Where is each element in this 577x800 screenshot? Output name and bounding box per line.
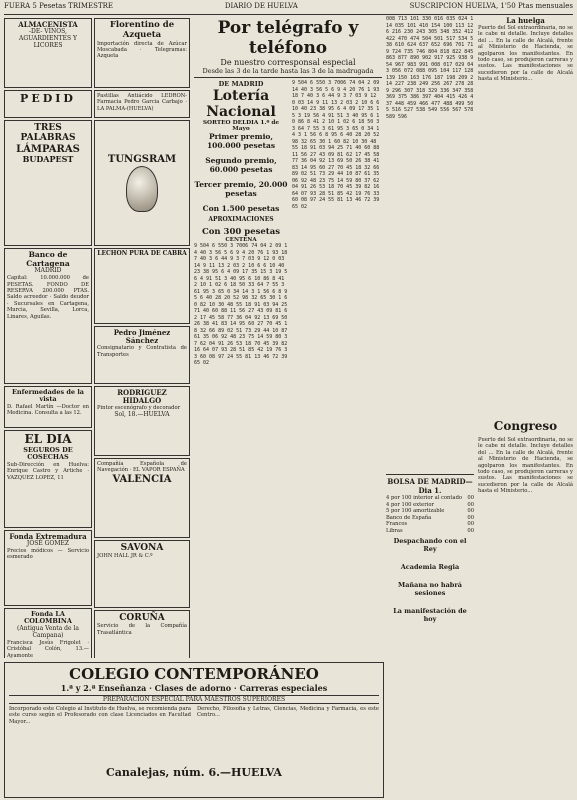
bolsa-table [386, 495, 474, 534]
article-text-a: Puerto del Sol extraordinaria, no se le cabe ni detalle. Incluye detalles del ... En la calle de Alcalá, frente al Ministerio de Hacienda, se agolparon los manifestantes. En todo caso, se produjeron carreras y sustos. Las manifestaciones se sucedieron por la calle de Alcalá hasta el Ministerio... [478, 25, 573, 83]
lottery-numbers-c: 008 713 101 330 016 035 024 114 035 101 410 154 100 113 126 216 230 243 305 348 352 412 422 470 474 504 501 517 534 538 610 624 637 652 696 701 719 724 735 746 804 818 822 845 863 877 890 902 917 925 938 954 967 983 991 008 017 029 043 056 072 088 095 104 117 128 139 150 163 176 187 198 209 214 227 238 249 256 267 278 289 296 307 318 329 336 347 358 369 375 386 397 404 415 426 437 448 459 466 477 488 499 505 516 527 538 549 556 567 578 589 596 [386, 16, 474, 120]
bolsa-title: BOLSA DE MADRID—Dia 1. [387, 477, 473, 495]
light-bulb-illustration [126, 166, 158, 212]
ad-fonda-extremadura: Fonda Extremadura JOSÉ GOMEZ Precios módicos — Servicio esmerado [4, 530, 92, 606]
ad-lechon: LECHON PURA DE CABRA [94, 248, 190, 324]
ad-fonda-colombina: Fonda LA COLOMBINA (Antigua Venta de la Campana) Francisca Jesús Frigolet · Cristóbal Colón, 13.—Ayamonte [4, 608, 92, 658]
page-header [4, 2, 573, 15]
premio-2: Segundo premio, 60.000 pesetas [205, 156, 277, 174]
lottery-numbers-b: 9 504 6 550 3 7006 74 04 2 09 14 40 3 56 5 6 9 4 20 76 1 93 18 7 40 3 6 44 9 3 7 03 9 12 0 03 14 9 11 13 2 03 2 10 6 6 10 40 23 38 95 6 4 09 17 35 15 3 19 56 4 91 51 3 40 95 6 10 86 8 41 2 10 1 02 6 18 50 33 64 7 55 3 61 95 3 65 0 34 14 3 1 56 6 8 95 6 40 28 20 52 98 32 65 30 1 60 82 10 30 48 55 18 91 03 94 25 71 40 60 88 11 56 27 43 09 81 62 17 45 58 77 36 04 92 13 69 50 26 38 41 83 14 95 60 27 70 45 18 32 66 89 02 51 73 29 44 10 87 61 35 06 92 48 23 75 14 59 80 37 62 04 91 26 53 18 70 45 39 82 16 64 07 93 28 51 85 42 19 76 33 60 08 97 24 55 81 13 46 72 39 65 02 [292, 80, 380, 210]
madrid-heading: DE MADRID [218, 80, 264, 88]
colegio-title: COLEGIO CONTEMPORÁNEO [69, 665, 319, 683]
lottery-bolsa-column [386, 16, 474, 796]
bolsa-value: 00 [467, 501, 474, 508]
bolsa-value: 00 [467, 495, 474, 501]
ad-pedid-text: Pastillas Antiácido LEDRON-Farmacia Pedro Garcia Carbajo · LA PALMA-(HUELVA) [94, 90, 190, 118]
sorteo-line: SORTEO DELDIA 1.º de Mayo [202, 120, 280, 132]
ad-florentino-azqueta: Florentino de Azqueta Importación directa de Azúcar Moscabada · Telegramas: Azqueta [94, 18, 190, 88]
bolsa-label: Libras [386, 527, 403, 534]
premio-1: Primer premio, 100.000 pesetas [206, 132, 276, 150]
manana-heading: Mañana no habrá sesiones [398, 581, 462, 597]
bolsa-row [386, 528, 474, 535]
header-right: SUSCRIPCION HUELVA, 1'50 Ptas mensuales [409, 2, 573, 10]
premio-3: Tercer premio, 20.000 pesetas [194, 180, 288, 198]
text-column-right [478, 16, 573, 796]
ad-enfermedades-vista: Enfermedades de la vista D. Rafael Martín —Doctor en Medicina. Consulta a las 12. [4, 386, 92, 428]
colegio-body-b: Derecho, Filosofía y Letras, Ciencias, Medicina y Farmacia, es este Centro... [197, 706, 379, 719]
subhead-corresponsal: De nuestro corresponsal especial [220, 58, 356, 67]
premio-4: Con 1.500 pesetas [202, 204, 280, 213]
ad-coruna: CORUÑA Servicio de la Compañía Trasatlántica [94, 610, 190, 658]
centena-heading: CENTENA [225, 237, 257, 243]
article-text-b: Puerto del Sol extraordinaria, no se le cabe ni detalle. Incluye detalles del ... En la calle de Alcalá, frente al Ministerio de Hacienda, se agolparon los manifestantes. En todo caso, se produjeron carreras y sustos. Las manifestaciones se sucedieron por la calle de Alcalá hasta el Ministerio... [478, 437, 573, 495]
header-left: FUERA 5 Pesetas TRIMESTRE [4, 2, 113, 10]
ad-pedro-jimenez: Pedro Jiménez Sánchez Consignatario y Contratista de Transportes [94, 326, 190, 384]
aproximaciones-heading: APROXIMACIONES [208, 216, 274, 223]
bolsa-value: 00 [467, 514, 474, 521]
bolsa-label: 4 por 100 interior al contado [386, 495, 463, 501]
bolsa-value: 00 [467, 508, 474, 514]
bolsa-value: 00 [467, 527, 474, 534]
bolsa-value: 00 [467, 521, 474, 527]
ad-colegio-contemporaneo [4, 662, 384, 798]
ad-el-dia-seguros: EL DIA SEGUROS DE COSECHAS Sub-Dirección en Huelva: Enrique Castro y Artiche · VAZQUEZ LOPEZ, 11 [4, 430, 92, 528]
ad-pedid: PEDID [4, 90, 92, 118]
ad-tungsram: TRES PALABRAS LÁMPARAS BUDAPEST [4, 120, 92, 246]
manifestacion-heading: La manifestación de hoy [393, 607, 467, 623]
colegio-prep: PREPARACION ESPECIAL PARA MAESTROS SUPERIORES [9, 695, 379, 704]
huelga-heading: La huelga [506, 16, 545, 25]
con-300-heading: Con 300 pesetas [201, 227, 281, 237]
telegraph-column [194, 16, 382, 658]
bolsa-label: 4 por 100 exterior [386, 501, 434, 508]
header-center: DIARIO DE HUELVA [224, 2, 298, 10]
ad-rodriguez-hidalgo: RODRIGUEZ HIDALGO Pintor escenógrafo y decorador Sol, 18.—HUELVA [94, 386, 190, 456]
ad-tungsram-image: TUNGSRAM [94, 120, 190, 246]
ad-valencia: Compañía Española de Navegación · EL VAPOR ESPAÑA VALENCIA [94, 458, 190, 538]
bolsa-label: Banco de España [386, 514, 432, 521]
congreso-heading: Congreso [493, 419, 558, 433]
colegio-line: 1.ª y 2.ª Enseñanza · Clases de adorno · Carreras especiales [60, 683, 328, 693]
loteria-title: Lotería Nacional [206, 88, 276, 120]
ads-column-left [4, 16, 92, 658]
lottery-numbers-a: 9 504 6 550 3 7006 74 04 2 09 14 40 3 56 5 6 9 4 20 76 1 93 18 7 40 3 6 44 9 3 7 03 9 12 0 03 14 9 11 13 2 03 2 10 6 6 10 40 23 38 95 6 4 09 17 35 15 3 19 56 4 91 51 3 40 95 6 10 86 8 41 2 10 1 02 6 18 50 33 64 7 55 3 61 95 3 65 0 34 14 3 1 56 6 8 95 6 40 28 20 52 98 32 65 30 1 60 82 10 30 48 55 18 91 03 94 25 71 40 60 88 11 56 27 43 09 81 62 17 45 58 77 36 04 92 13 69 50 26 38 41 83 14 95 60 27 70 45 18 32 66 89 02 51 73 29 44 10 87 61 35 06 92 48 23 75 14 59 80 37 62 04 91 26 53 18 70 45 39 82 16 64 07 93 28 51 85 42 19 76 33 60 08 97 24 55 81 13 46 72 39 65 02 [194, 243, 288, 366]
ads-column-second [94, 16, 190, 658]
despachando-heading: Despachando con el Rey [393, 537, 467, 553]
ad-banco-cartagena: Banco de Cartagena MADRID Capital: 10.000.000 de PESETAS. FONDO DE RESERVA 200.000 PTAS. Saldo acreedor · Saldo deudor · Sucursales en Cartagena, Murcia, Sevilla, Lorca, Linares, Aguilas. [4, 248, 92, 384]
bolsa-label: 5 por 100 amortizable [386, 508, 445, 514]
academia-heading: Academia Regia [400, 563, 460, 571]
colegio-body-a: Incorporado este Colegio al Instituto de Huelva, se recomienda para este curso según el Profesorado con clase Licenciados en Facultad Mayor... [9, 706, 191, 725]
ad-savona: SAVONA JOHN HALL JR & C.º [94, 540, 190, 608]
bolsa-label: Francos [386, 521, 408, 527]
headline-telegrafo: Por telégrafo y teléfono [217, 18, 359, 58]
colegio-footer: Canalejas, núm. 6.—HUELVA [106, 766, 282, 779]
subhead-horario: Desde las 3 de la tarde hasta las 3 de la madrugada [194, 67, 382, 78]
ad-almacenista: ALMACENISTA -DE- VINOS, AGUARDIENTES Y LICORES [4, 18, 92, 88]
